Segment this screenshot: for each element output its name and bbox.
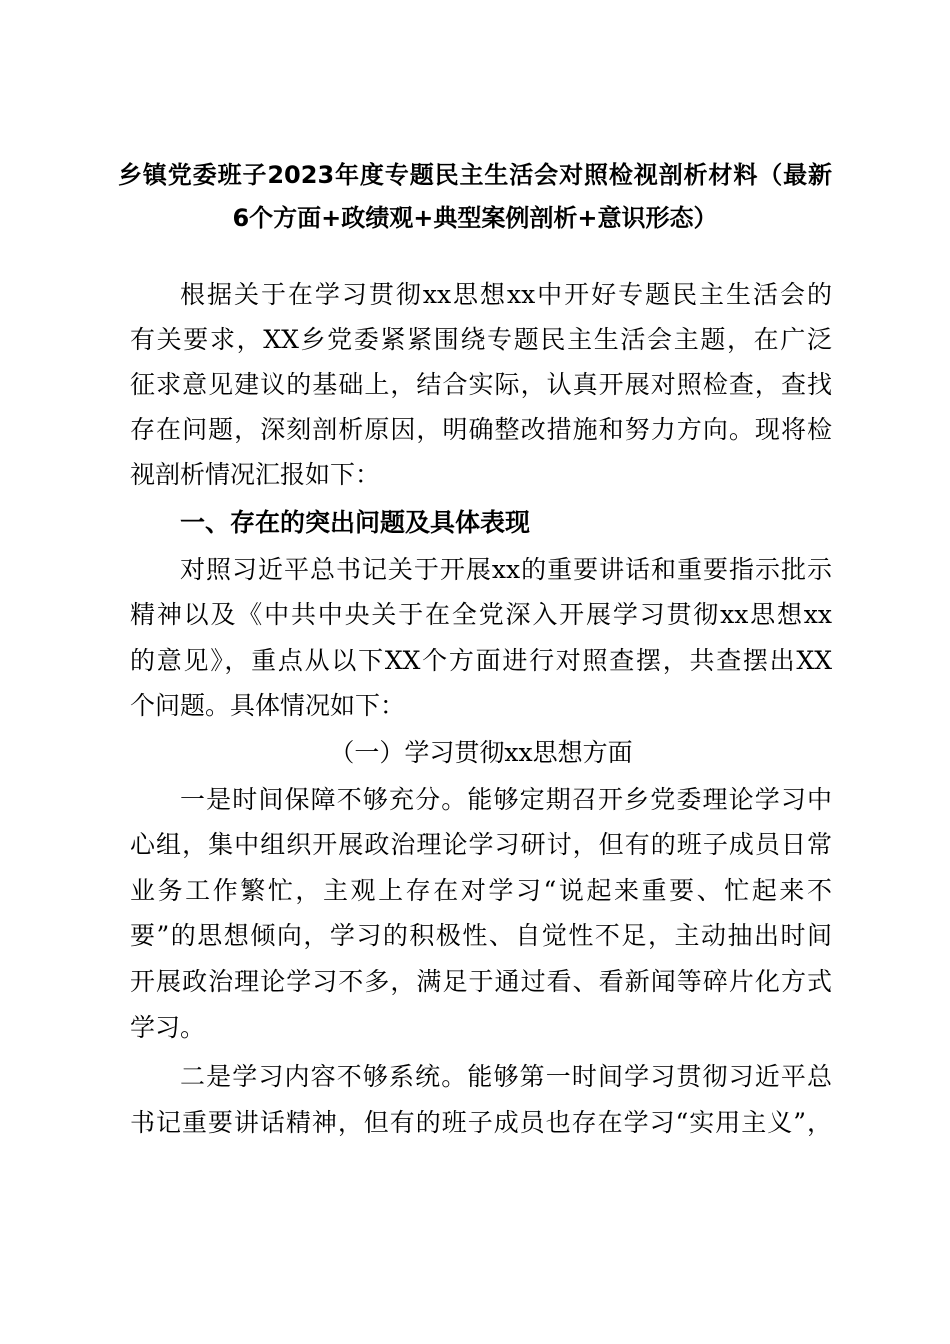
document-title-line-1: 乡镇党委班子2023年度专题民主生活会对照检视剖析材料（最新 [118,161,832,189]
paragraph-2-line: 精神以及《中共中央关于在全党深入开展学习贯彻xx思想xx [130,600,832,629]
paragraph-2-line: 对照习近平总书记关于开展xx的重要讲话和重要指示批示 [180,555,832,584]
intro-paragraph-line: 根据关于在学习贯彻xx思想xx中开好专题民主生活会的 [180,280,832,309]
intro-paragraph-line: 存在问题，深刻剖析原因，明确整改措施和努力方向。现将检 [130,415,832,444]
paragraph-3-line: 要”的思想倾向，学习的积极性、自觉性不足，主动抽出时间 [130,921,832,950]
section-heading-1: 一、存在的突出问题及具体表现 [180,508,531,537]
paragraph-3-line: 开展政治理论学习不多，满足于通过看、看新闻等碎片化方式 [130,967,832,996]
subsection-heading-1: （一）学习贯彻xx思想方面 [329,738,633,767]
paragraph-4-line: 二是学习内容不够系统。能够第一时间学习贯彻习近平总 [180,1062,832,1091]
paragraph-2-line: 的意见》，重点从以下XX个方面进行对照查摆，共查摆出XX [130,646,832,675]
intro-paragraph-line: 有关要求，XX乡党委紧紧围绕专题民主生活会主题，在广泛 [130,325,832,354]
paragraph-3-line: 一是时间保障不够充分。能够定期召开乡党委理论学习中 [180,785,832,814]
paragraph-3-line: 心组，集中组织开展政治理论学习研讨，但有的班子成员日常 [130,830,832,859]
intro-paragraph-line: 视剖析情况汇报如下： [130,460,381,489]
paragraph-2-line: 个问题。具体情况如下： [130,691,406,720]
paragraph-4-line: 书记重要讲话精神，但有的班子成员也存在学习“实用主义”， [130,1108,832,1137]
paragraph-3-line: 学习。 [130,1013,206,1042]
paragraph-3-line: 业务工作繁忙，主观上存在对学习“说起来重要、忙起来不 [130,876,832,905]
intro-paragraph-line: 征求意见建议的基础上，结合实际，认真开展对照检查，查找 [130,370,832,399]
document-title-line-2: 6个方面+政绩观+典型案例剖析+意识形态） [232,204,718,232]
